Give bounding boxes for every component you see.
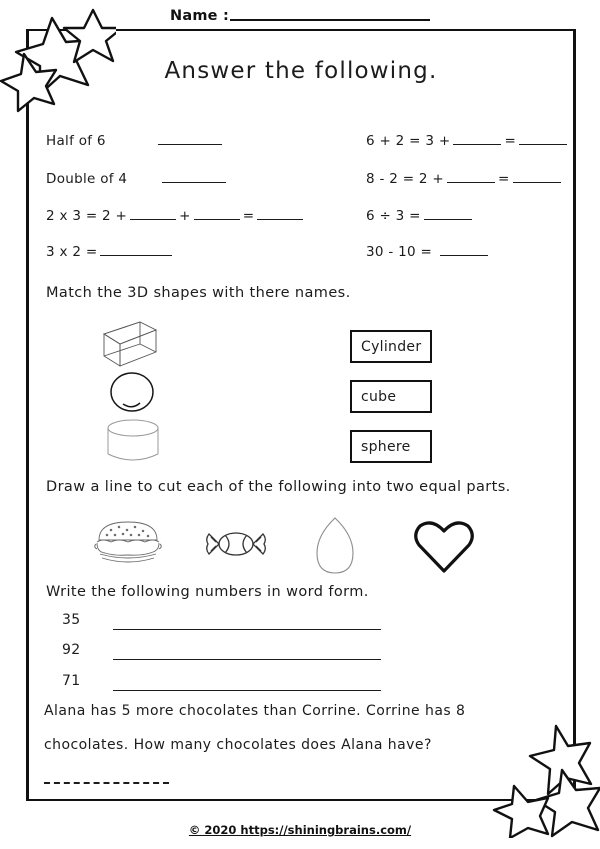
word-form-number: 71 (62, 673, 81, 689)
burger-figure (93, 518, 163, 574)
math-label: 2 x 3 = 2 + (46, 208, 128, 225)
cube-wireframe-icon (100, 318, 160, 370)
answer-blank[interactable] (447, 171, 495, 183)
wrapped-candy-icon (203, 525, 269, 563)
answer-blank[interactable] (440, 244, 488, 256)
answer-blank[interactable] (100, 244, 172, 256)
cylinder-icon (104, 418, 162, 468)
name-input-blank[interactable] (230, 18, 430, 21)
halves-prompt: Draw a line to cut each of the following into two equal parts. (46, 479, 511, 495)
word-form-prompt: Write the following numbers in word form. (46, 584, 369, 600)
answer-blank[interactable] (513, 171, 561, 183)
math-label: 8 - 2 = 2 + (366, 171, 445, 188)
heart-figure (412, 519, 476, 579)
math-label: 30 - 10 = (366, 244, 433, 261)
answer-blank[interactable] (257, 208, 303, 220)
heart-icon (412, 519, 476, 575)
name-label: Name : (170, 8, 229, 24)
page-title: Answer the following. (164, 58, 438, 84)
word-form-answer-blank[interactable] (113, 690, 381, 691)
name-box-label: cube (361, 388, 397, 405)
cylinder-figure (104, 418, 162, 472)
cube-figure (100, 318, 160, 374)
math-operator-equals: = (242, 208, 255, 225)
candy-figure (203, 525, 269, 567)
answer-blank[interactable] (424, 208, 472, 220)
math-problem-8-minus-2 (366, 171, 564, 187)
math-problem-6-plus-2 (366, 133, 570, 149)
math-problem-double-of-4 (46, 171, 229, 187)
sphere-figure (108, 371, 156, 419)
math-label: Double of 4 (46, 171, 128, 188)
math-operator-plus: + (179, 208, 191, 225)
match-shapes-prompt: Match the 3D shapes with there names. (46, 285, 351, 301)
egg-icon (310, 515, 360, 577)
burger-icon (93, 518, 163, 570)
math-problem-30-minus-10 (366, 244, 491, 260)
answer-blank[interactable] (453, 133, 501, 145)
name-box-label: Cylinder (361, 338, 422, 355)
math-label: 6 ÷ 3 = (366, 208, 421, 225)
answer-blank[interactable] (194, 208, 240, 220)
footer-copyright-link[interactable]: © 2020 https://shiningbrains.com/ (188, 823, 412, 837)
answer-blank[interactable] (158, 133, 222, 145)
math-problem-half-of-6 (46, 133, 225, 149)
math-label: 6 + 2 = 3 + (366, 133, 451, 150)
word-form-answer-blank[interactable] (113, 659, 381, 660)
answer-blank[interactable] (130, 208, 176, 220)
egg-figure (310, 515, 360, 581)
math-problem-6-div-3 (366, 208, 475, 224)
math-problem-3x2 (46, 244, 175, 260)
sphere-icon (108, 371, 156, 415)
word-form-answer-blank[interactable] (113, 629, 381, 630)
word-form-number: 35 (62, 612, 81, 628)
cube-name-box[interactable] (350, 380, 432, 413)
word-problem-line-2: chocolates. How many chocolates does Alana have? (44, 737, 432, 753)
math-label: 3 x 2 = (46, 244, 98, 261)
word-form-number: 92 (62, 642, 81, 658)
answer-blank[interactable] (519, 133, 567, 145)
footer (0, 823, 600, 837)
sphere-name-box[interactable] (350, 430, 432, 463)
word-problem-answer-blank[interactable] (44, 782, 169, 784)
math-operator-equals: = (504, 133, 517, 150)
math-operator-equals: = (498, 171, 510, 188)
math-label: Half of 6 (46, 133, 106, 150)
name-header-row (0, 8, 600, 24)
math-problem-2x3 (46, 208, 306, 224)
cylinder-name-box[interactable] (350, 330, 432, 363)
answer-blank[interactable] (162, 171, 226, 183)
name-box-label: sphere (361, 438, 411, 455)
word-problem-line-1: Alana has 5 more chocolates than Corrine. Corrine has 8 (44, 703, 466, 719)
